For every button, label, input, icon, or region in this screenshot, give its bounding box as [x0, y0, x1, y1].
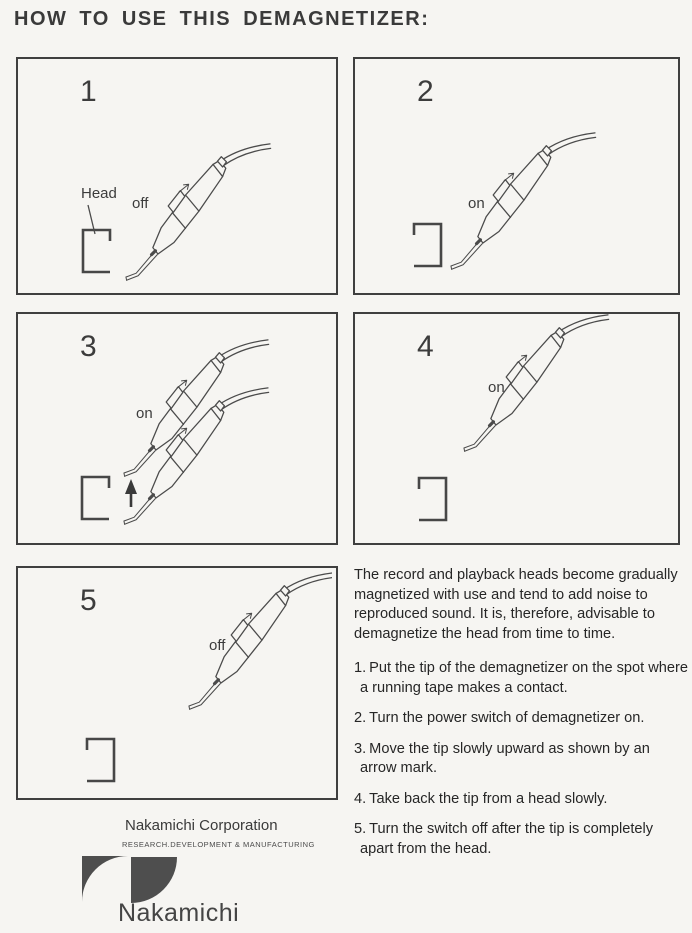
nakamichi-wordmark: Nakamichi: [118, 899, 240, 927]
panel-1: [16, 57, 338, 295]
instruction-step: [354, 740, 690, 779]
head-label: Head: [81, 185, 117, 202]
up-arrow-icon: [125, 479, 137, 507]
step-text: Put the tip of the demagnetizer on the spot where a running tape makes a contact.: [360, 660, 689, 696]
intro-paragraph: The record and playback heads become gradually magnetized with use and tend to add noise to reproduced sound. It is, therefore, advisable to demagnetize the head from time to time.: [354, 567, 678, 642]
instructions-column: [354, 566, 690, 870]
tape-head-icon: [419, 478, 446, 520]
step-text: Move the tip slowly upward as shown by an arrow mark.: [360, 740, 650, 776]
panel-number: 3: [80, 330, 97, 363]
instruction-step: [354, 659, 690, 698]
panel-2: [353, 57, 680, 295]
switch-state-label: on: [488, 379, 505, 396]
panel-number: 1: [80, 75, 97, 108]
tape-head-icon: [83, 230, 110, 272]
panel-5: [16, 566, 338, 800]
step-number: 4.: [354, 790, 367, 807]
step-text: Take back the tip from a head slowly.: [369, 790, 608, 807]
step-number: 5.: [354, 821, 367, 837]
panel-4: [353, 312, 680, 545]
tape-head-icon: [414, 224, 441, 266]
switch-state-label: off: [132, 195, 149, 212]
tape-head-icon: [82, 477, 109, 519]
instruction-step: [354, 709, 690, 729]
step-text: Turn the power switch of demagnetizer on.: [369, 710, 645, 726]
step-number: 3.: [354, 740, 367, 757]
demagnetizer-icon: [464, 315, 609, 451]
company-tagline: RESEARCH.DEVELOPMENT & MANUFACTURING: [122, 840, 315, 849]
panel-number: 5: [80, 584, 97, 617]
panel-3: [16, 312, 338, 545]
step-number: 1.: [354, 660, 367, 676]
switch-state-label: on: [468, 195, 485, 212]
page-title: HOW TO USE THIS DEMAGNETIZER:: [14, 8, 430, 30]
panel-3-drawing: [18, 314, 332, 539]
panel-4-drawing: [355, 314, 674, 539]
instruction-step: [354, 820, 690, 859]
step-text: Turn the switch off after the tip is completely apart from the head.: [360, 821, 654, 857]
panel-2-drawing: [355, 59, 674, 289]
panel-number: 2: [417, 75, 434, 108]
instruction-step: [354, 790, 690, 810]
company-name: Nakamichi Corporation: [125, 817, 278, 834]
demagnetizer-icon: [126, 144, 271, 280]
step-number: 2.: [354, 710, 367, 726]
panel-1-drawing: [18, 59, 332, 289]
panel-5-drawing: [18, 568, 332, 794]
panel-number: 4: [417, 330, 434, 363]
tape-head-icon: [87, 739, 114, 781]
switch-state-label: on: [136, 405, 153, 422]
switch-state-label: off: [209, 637, 226, 654]
